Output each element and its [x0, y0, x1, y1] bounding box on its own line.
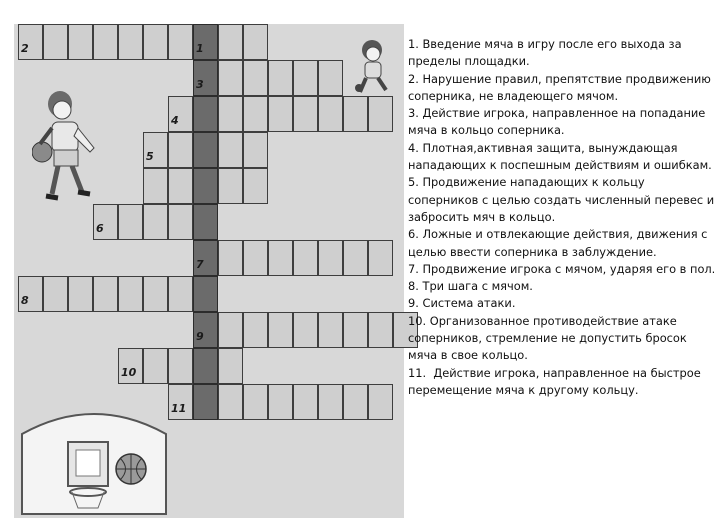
crossword-cell[interactable]	[243, 312, 268, 348]
crossword-cell[interactable]	[168, 348, 193, 384]
basketball-icon	[114, 452, 148, 486]
crossword-cell[interactable]	[318, 312, 343, 348]
crossword-cell[interactable]	[243, 384, 268, 420]
crossword-number-5: 5	[146, 150, 154, 163]
clue-3: 3. Действие игрока, направленное на попадание мяча в кольцо соперника.	[408, 106, 709, 138]
crossword-cell[interactable]	[368, 240, 393, 276]
basketball-player-right-illustration	[352, 38, 396, 100]
clue-2: 2. Нарушение правил, препятствие продвижению соперника, не владеющего мячом.	[408, 71, 715, 103]
crossword-cell[interactable]	[218, 96, 243, 132]
crossword-cell[interactable]	[318, 384, 343, 420]
clue-6: 6. Ложные и отвлекающие действия, движения с целью ввести соперника в заблуждение.	[408, 227, 712, 259]
crossword-cell[interactable]	[168, 276, 193, 312]
crossword-number-9: 9	[196, 330, 204, 343]
crossword-number-1: 1	[196, 42, 204, 55]
crossword-key-cell[interactable]	[193, 132, 218, 168]
crossword-cell[interactable]	[268, 96, 293, 132]
crossword-cell[interactable]	[43, 24, 68, 60]
crossword-cell[interactable]	[168, 204, 193, 240]
crossword-cell[interactable]	[268, 60, 293, 96]
crossword-cell[interactable]	[268, 240, 293, 276]
clue-7: 7. Продвижение игрока с мячом, ударяя его в пол.	[408, 261, 716, 276]
crossword-cell[interactable]	[318, 60, 343, 96]
crossword-cell[interactable]	[218, 240, 243, 276]
crossword-key-cell[interactable]	[193, 204, 218, 240]
crossword-cell[interactable]	[243, 168, 268, 204]
crossword-number-3: 3	[196, 78, 204, 91]
crossword-cell[interactable]	[168, 132, 193, 168]
crossword-number-2: 2	[21, 42, 29, 55]
crossword-cell[interactable]	[268, 384, 293, 420]
crossword-cell[interactable]	[218, 168, 243, 204]
crossword-cell[interactable]	[343, 384, 368, 420]
crossword-cell[interactable]	[243, 240, 268, 276]
crossword-cell[interactable]	[143, 24, 168, 60]
crossword-cell[interactable]	[343, 240, 368, 276]
crossword-number-8: 8	[21, 294, 29, 307]
crossword-cell[interactable]	[293, 384, 318, 420]
crossword-cell[interactable]	[68, 276, 93, 312]
crossword-cell[interactable]	[168, 168, 193, 204]
crossword-cell[interactable]	[243, 60, 268, 96]
crossword-cell[interactable]	[218, 312, 243, 348]
crossword-cell[interactable]	[168, 24, 193, 60]
crossword-cell[interactable]	[343, 312, 368, 348]
crossword-number-6: 6	[96, 222, 104, 235]
crossword-cell[interactable]	[268, 312, 293, 348]
crossword-cell[interactable]	[368, 96, 393, 132]
crossword-cell[interactable]	[218, 348, 243, 384]
crossword-key-cell[interactable]	[193, 384, 218, 420]
crossword-cell[interactable]	[143, 348, 168, 384]
crossword-cell[interactable]	[368, 384, 393, 420]
crossword-cell[interactable]	[293, 96, 318, 132]
crossword-cell[interactable]	[118, 204, 143, 240]
crossword-key-cell[interactable]	[193, 276, 218, 312]
crossword-cell[interactable]	[68, 24, 93, 60]
clue-10: 10. Организованное противодействие атаке соперников, стремление не допустить бросок мяча в свое кольцо.	[408, 313, 691, 363]
crossword-cell[interactable]	[43, 276, 68, 312]
crossword-number-10: 10	[121, 366, 137, 379]
crossword-cell[interactable]	[143, 204, 168, 240]
clue-list	[408, 36, 716, 399]
crossword-cell[interactable]	[343, 96, 368, 132]
crossword-cell[interactable]	[218, 24, 243, 60]
crossword-cell[interactable]	[218, 384, 243, 420]
clue-8: 8. Три шага с мячом.	[408, 279, 533, 294]
clue-9: 9. Система атаки.	[408, 296, 516, 311]
crossword-cell[interactable]	[143, 168, 168, 204]
crossword-cell[interactable]	[93, 24, 118, 60]
clue-5: 5. Продвижение нападающих к кольцу соперников с целью создать численный перевес и забросить мяч в кольцо.	[408, 175, 718, 224]
crossword-key-cell[interactable]	[193, 168, 218, 204]
crossword-cell[interactable]	[318, 240, 343, 276]
crossword-cell[interactable]	[293, 60, 318, 96]
crossword-number-11: 11	[171, 402, 187, 415]
crossword-cell[interactable]	[293, 240, 318, 276]
basketball-player-left-illustration	[32, 88, 112, 218]
crossword-cell[interactable]	[118, 276, 143, 312]
crossword-cell[interactable]	[218, 60, 243, 96]
crossword-cell[interactable]	[143, 276, 168, 312]
crossword-cell[interactable]	[293, 312, 318, 348]
crossword-cell[interactable]	[118, 24, 143, 60]
crossword-cell[interactable]	[218, 132, 243, 168]
crossword-cell[interactable]	[243, 24, 268, 60]
crossword-key-cell[interactable]	[193, 96, 218, 132]
crossword-cell[interactable]	[243, 96, 268, 132]
clue-11: 11. Действие игрока, направленное на быстрое перемещение мяча к другому кольцу.	[408, 365, 705, 397]
clue-1: 1. Введение мяча в игру после его выхода за пределы площадки.	[408, 37, 686, 69]
crossword-cell[interactable]	[368, 312, 393, 348]
crossword-key-cell[interactable]	[193, 348, 218, 384]
crossword-cell[interactable]	[243, 132, 268, 168]
crossword-number-7: 7	[196, 258, 204, 271]
clue-4: 4. Плотная,активная защита, вынуждающая нападающих к поспешным действиям и ошибкам.	[408, 140, 712, 173]
crossword-cell[interactable]	[93, 276, 118, 312]
crossword-cell[interactable]	[318, 96, 343, 132]
crossword-puzzle	[14, 24, 404, 518]
crossword-number-4: 4	[171, 114, 179, 127]
